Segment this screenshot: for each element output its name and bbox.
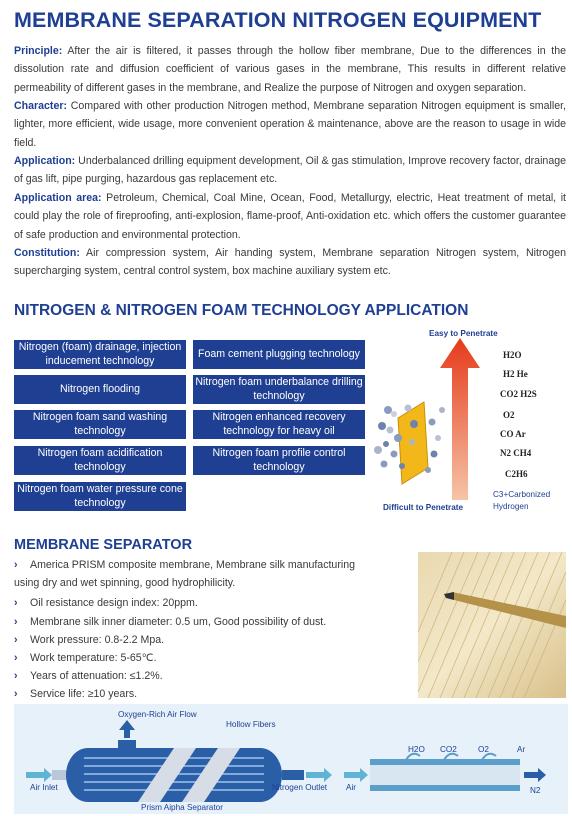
app-box-acidification: Nitrogen foam acidification technology bbox=[14, 446, 186, 475]
app-box-sand-washing: Nitrogen foam sand washing technology bbox=[14, 410, 186, 439]
character-text: Compared with other production Nitrogen method, Membrane separation Nitrogen equipment is smaller, lighter, more efficient, wide usage, more convenient operation & maintenance, above are the reason to usage in wide field. bbox=[14, 100, 566, 149]
separator-bullet: › Work pressure: 0.8-2.2 Mpa. bbox=[14, 634, 165, 646]
hollow-fiber-photo bbox=[418, 552, 566, 698]
application-paragraph bbox=[14, 152, 566, 189]
air-label: Air bbox=[346, 783, 357, 792]
gas-n2-ch4: N2 CH4 bbox=[500, 448, 532, 458]
separator-bullet: › Years of attenuation: ≤1.2%. bbox=[14, 670, 163, 682]
app-box-profile-control: Nitrogen foam profile control technology bbox=[193, 446, 365, 475]
gas-h2o: H2O bbox=[503, 350, 522, 360]
separator-bullet: › Oil resistance design index: 20ppm. bbox=[14, 597, 198, 609]
hollow-fibers-label: Hollow Fibers bbox=[226, 720, 276, 729]
page-title: MEMBRANE SEPARATION NITROGEN EQUIPMENT bbox=[14, 8, 542, 32]
carbonized-label-2: Hydrogen bbox=[493, 502, 529, 511]
separator-bullet: › Service life: ≥10 years. bbox=[14, 688, 138, 700]
separator-name-label: Prism Aipha Separator bbox=[141, 803, 223, 812]
gas-co2-h2s: CO2 H2S bbox=[500, 389, 537, 399]
separator-heading: MEMBRANE SEPARATOR bbox=[14, 537, 193, 553]
gas-o2: O2 bbox=[503, 410, 515, 420]
constitution-paragraph bbox=[14, 244, 566, 281]
easy-penetrate-label: Easy to Penetrate bbox=[429, 329, 498, 338]
app-box-enhanced-recovery: Nitrogen enhanced recovery technology for heavy oil bbox=[193, 410, 365, 439]
gas-label-ar: Ar bbox=[517, 745, 526, 754]
nitrogen-outlet-label: Nitrogen Outlet bbox=[272, 783, 328, 792]
gas-label-h2o: H2O bbox=[408, 745, 425, 754]
application-area-label: Application area: bbox=[14, 192, 102, 204]
application-section-heading: NITROGEN & NITROGEN FOAM TECHNOLOGY APPLICATION bbox=[14, 302, 469, 319]
gas-c2h6: C2H6 bbox=[505, 469, 528, 479]
carbonized-label-1: C3+Carbonized bbox=[493, 490, 551, 499]
principle-label: Principle: bbox=[14, 45, 63, 57]
gas-h2-he: H2 He bbox=[503, 369, 528, 379]
application-area-text: Petroleum, Chemical, Coal Mine, Ocean, Food, Metallurgy, electric, Heat treatment of metal, it could play the role of fireproofing, anti-explosion, flame-proof, Anti-oxidation etc. which offers the customer guarantee of safe production and environmental protection. bbox=[14, 192, 567, 241]
n2-label: N2 bbox=[530, 786, 541, 795]
air-inlet-label: Air Inlet bbox=[30, 783, 58, 792]
oxygen-rich-label: Oxygen-Rich Air Flow bbox=[118, 710, 197, 719]
application-area-paragraph bbox=[14, 189, 566, 244]
principle-paragraph bbox=[14, 42, 566, 97]
app-box-foam-cement: Foam cement plugging technology bbox=[193, 340, 365, 369]
separator-bullet: › America PRISM composite membrane, Membrane silk manufacturing bbox=[14, 559, 355, 571]
difficult-penetrate-label: Difficult to Penetrate bbox=[383, 503, 464, 512]
app-box-underbalance: Nitrogen foam underbalance drilling technology bbox=[193, 375, 365, 404]
separator-bullet-continuation: using dry and wet spinning, good hydrophilicity. bbox=[14, 577, 236, 589]
constitution-label: Constitution: bbox=[14, 247, 80, 259]
app-box-flooding: Nitrogen flooding bbox=[14, 375, 186, 404]
app-box-water-pressure: Nitrogen foam water pressure cone technology bbox=[14, 482, 186, 511]
red-penetration-arrow bbox=[440, 338, 480, 500]
app-box-drainage: Nitrogen (foam) drainage, injection inducement technology bbox=[14, 340, 186, 369]
principle-text: After the air is filtered, it passes through the hollow fiber membrane, Due to the differences in the dissolution rate and diffusion coefficient of various gases in the membrane, This results in different relative permeability of different gases in the membrane, and Realize the purpose of Nitrogen and oxygen separation. bbox=[14, 45, 566, 94]
gas-label-o2: O2 bbox=[478, 745, 489, 754]
application-label: Application: bbox=[14, 155, 76, 167]
separator-bullet: › Work temperature: 5-65℃. bbox=[14, 652, 157, 664]
constitution-text: Air compression system, Air handing system, Membrane separation Nitrogen system, Nitrogen supercharging system, central control system, box machine auxiliary system etc. bbox=[14, 247, 566, 278]
gas-co-ar: CO Ar bbox=[500, 429, 526, 439]
penetration-diagram bbox=[368, 338, 568, 503]
character-label: Character: bbox=[14, 100, 67, 112]
gas-label-co2: CO2 bbox=[440, 745, 457, 754]
separator-bullet: › Membrane silk inner diameter: 0.5 um, Good possibility of dust. bbox=[14, 616, 327, 628]
character-paragraph bbox=[14, 97, 566, 152]
application-text: Underbalanced drilling equipment development, Oil & gas stimulation, Improve recovery factor, drainage of gas lift, pipe purging, hazardous gas replacement etc. bbox=[14, 155, 566, 186]
flow-diagram bbox=[14, 704, 568, 814]
